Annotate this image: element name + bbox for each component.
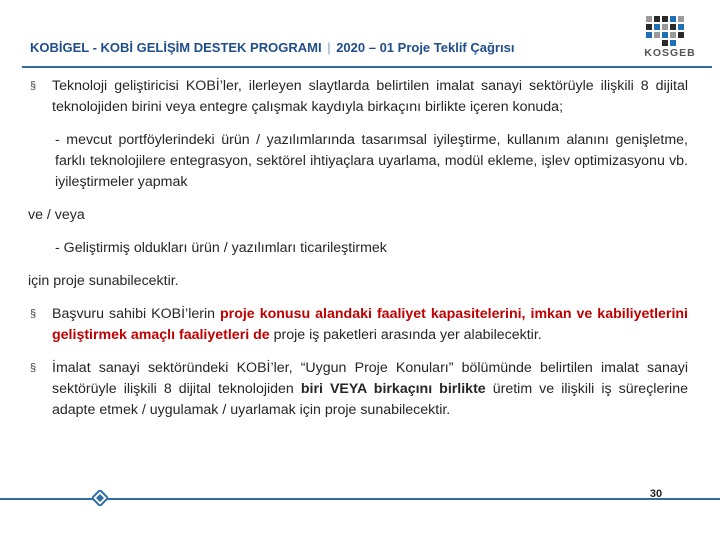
bullet-text-end: proje iş paketleri arasında yer alabilecektir. <box>269 327 542 343</box>
bullet-text-start: İmalat sanayi sektöründeki KOBİ’ler, “Uygun Proje Konuları” bölümünde belirtilen imalat sanayi sektörüyle ilişkili 8 dijital teknolojiden <box>52 360 688 397</box>
footer-divider <box>0 498 720 500</box>
sub-item-commercialize: - Geliştirmiş oldukları ürün / yazılımları ticarileştirmek <box>55 240 387 256</box>
kosgeb-logo <box>636 14 704 62</box>
sub-item-improvements: - mevcut portföylerindeki ürün / yazılımlarında tasarımsal iyileştirme, kullanım alanını genişletme, farklı teknolojilere entegrasyon, sektörel ihtiyaçlara uyarlama, modül ekleme, işlev optimizasyonu vb. iyileştirmeler yapmak <box>55 132 688 190</box>
bullet-square-icon: § <box>30 362 37 374</box>
bullet-technology-developers <box>28 76 688 118</box>
logo-text: KOSGEB <box>644 47 696 59</box>
slide-header <box>0 0 720 66</box>
closing-text: için proje sunabilecektir. <box>28 273 179 289</box>
header-title <box>30 40 514 55</box>
call-title: 2020 – 01 Proje Teklif Çağrısı <box>336 40 515 55</box>
slide-body <box>28 76 688 421</box>
emphasis-red-text: proje konusu alandaki faaliyet kapasitelerini, imkan ve kabiliyetlerini geliştirmek amaçlı faaliyetleri de <box>52 306 688 343</box>
kosgeb-logo-mark <box>636 14 704 48</box>
connector-text: ve / veya <box>28 207 85 223</box>
bullet-text-end: üretim ve ilişkili iş süreçlerine adapte etmek / uygulamak / uyarlamak için proje sunabilecektir. <box>52 381 688 418</box>
bullet-text-start: Başvuru sahibi KOBİ’lerin <box>52 306 221 322</box>
bullet-square-icon: § <box>30 80 37 92</box>
title-separator: | <box>327 40 331 55</box>
page-number: 30 <box>649 488 663 500</box>
bullet-manufacturing-smes <box>28 358 688 421</box>
emphasis-bold-text: biri VEYA birkaçını birlikte <box>300 381 486 397</box>
bullet-square-icon: § <box>30 308 37 320</box>
header-divider <box>22 66 712 68</box>
diamond-ornament-icon <box>92 490 108 506</box>
bullet-applicant-capacity <box>28 304 688 346</box>
bullet-text: Teknoloji geliştiricisi KOBİ’ler, ilerleyen slaytlarda belirtilen imalat sanayi sektörüyle ilişkili 8 dijital teknolojiden birini veya entegre çalışmak kaydıyla birkaçını birlikte içeren konuda; <box>52 78 688 115</box>
program-title: KOBİGEL - KOBİ GELİŞİM DESTEK PROGRAMI <box>30 40 322 55</box>
